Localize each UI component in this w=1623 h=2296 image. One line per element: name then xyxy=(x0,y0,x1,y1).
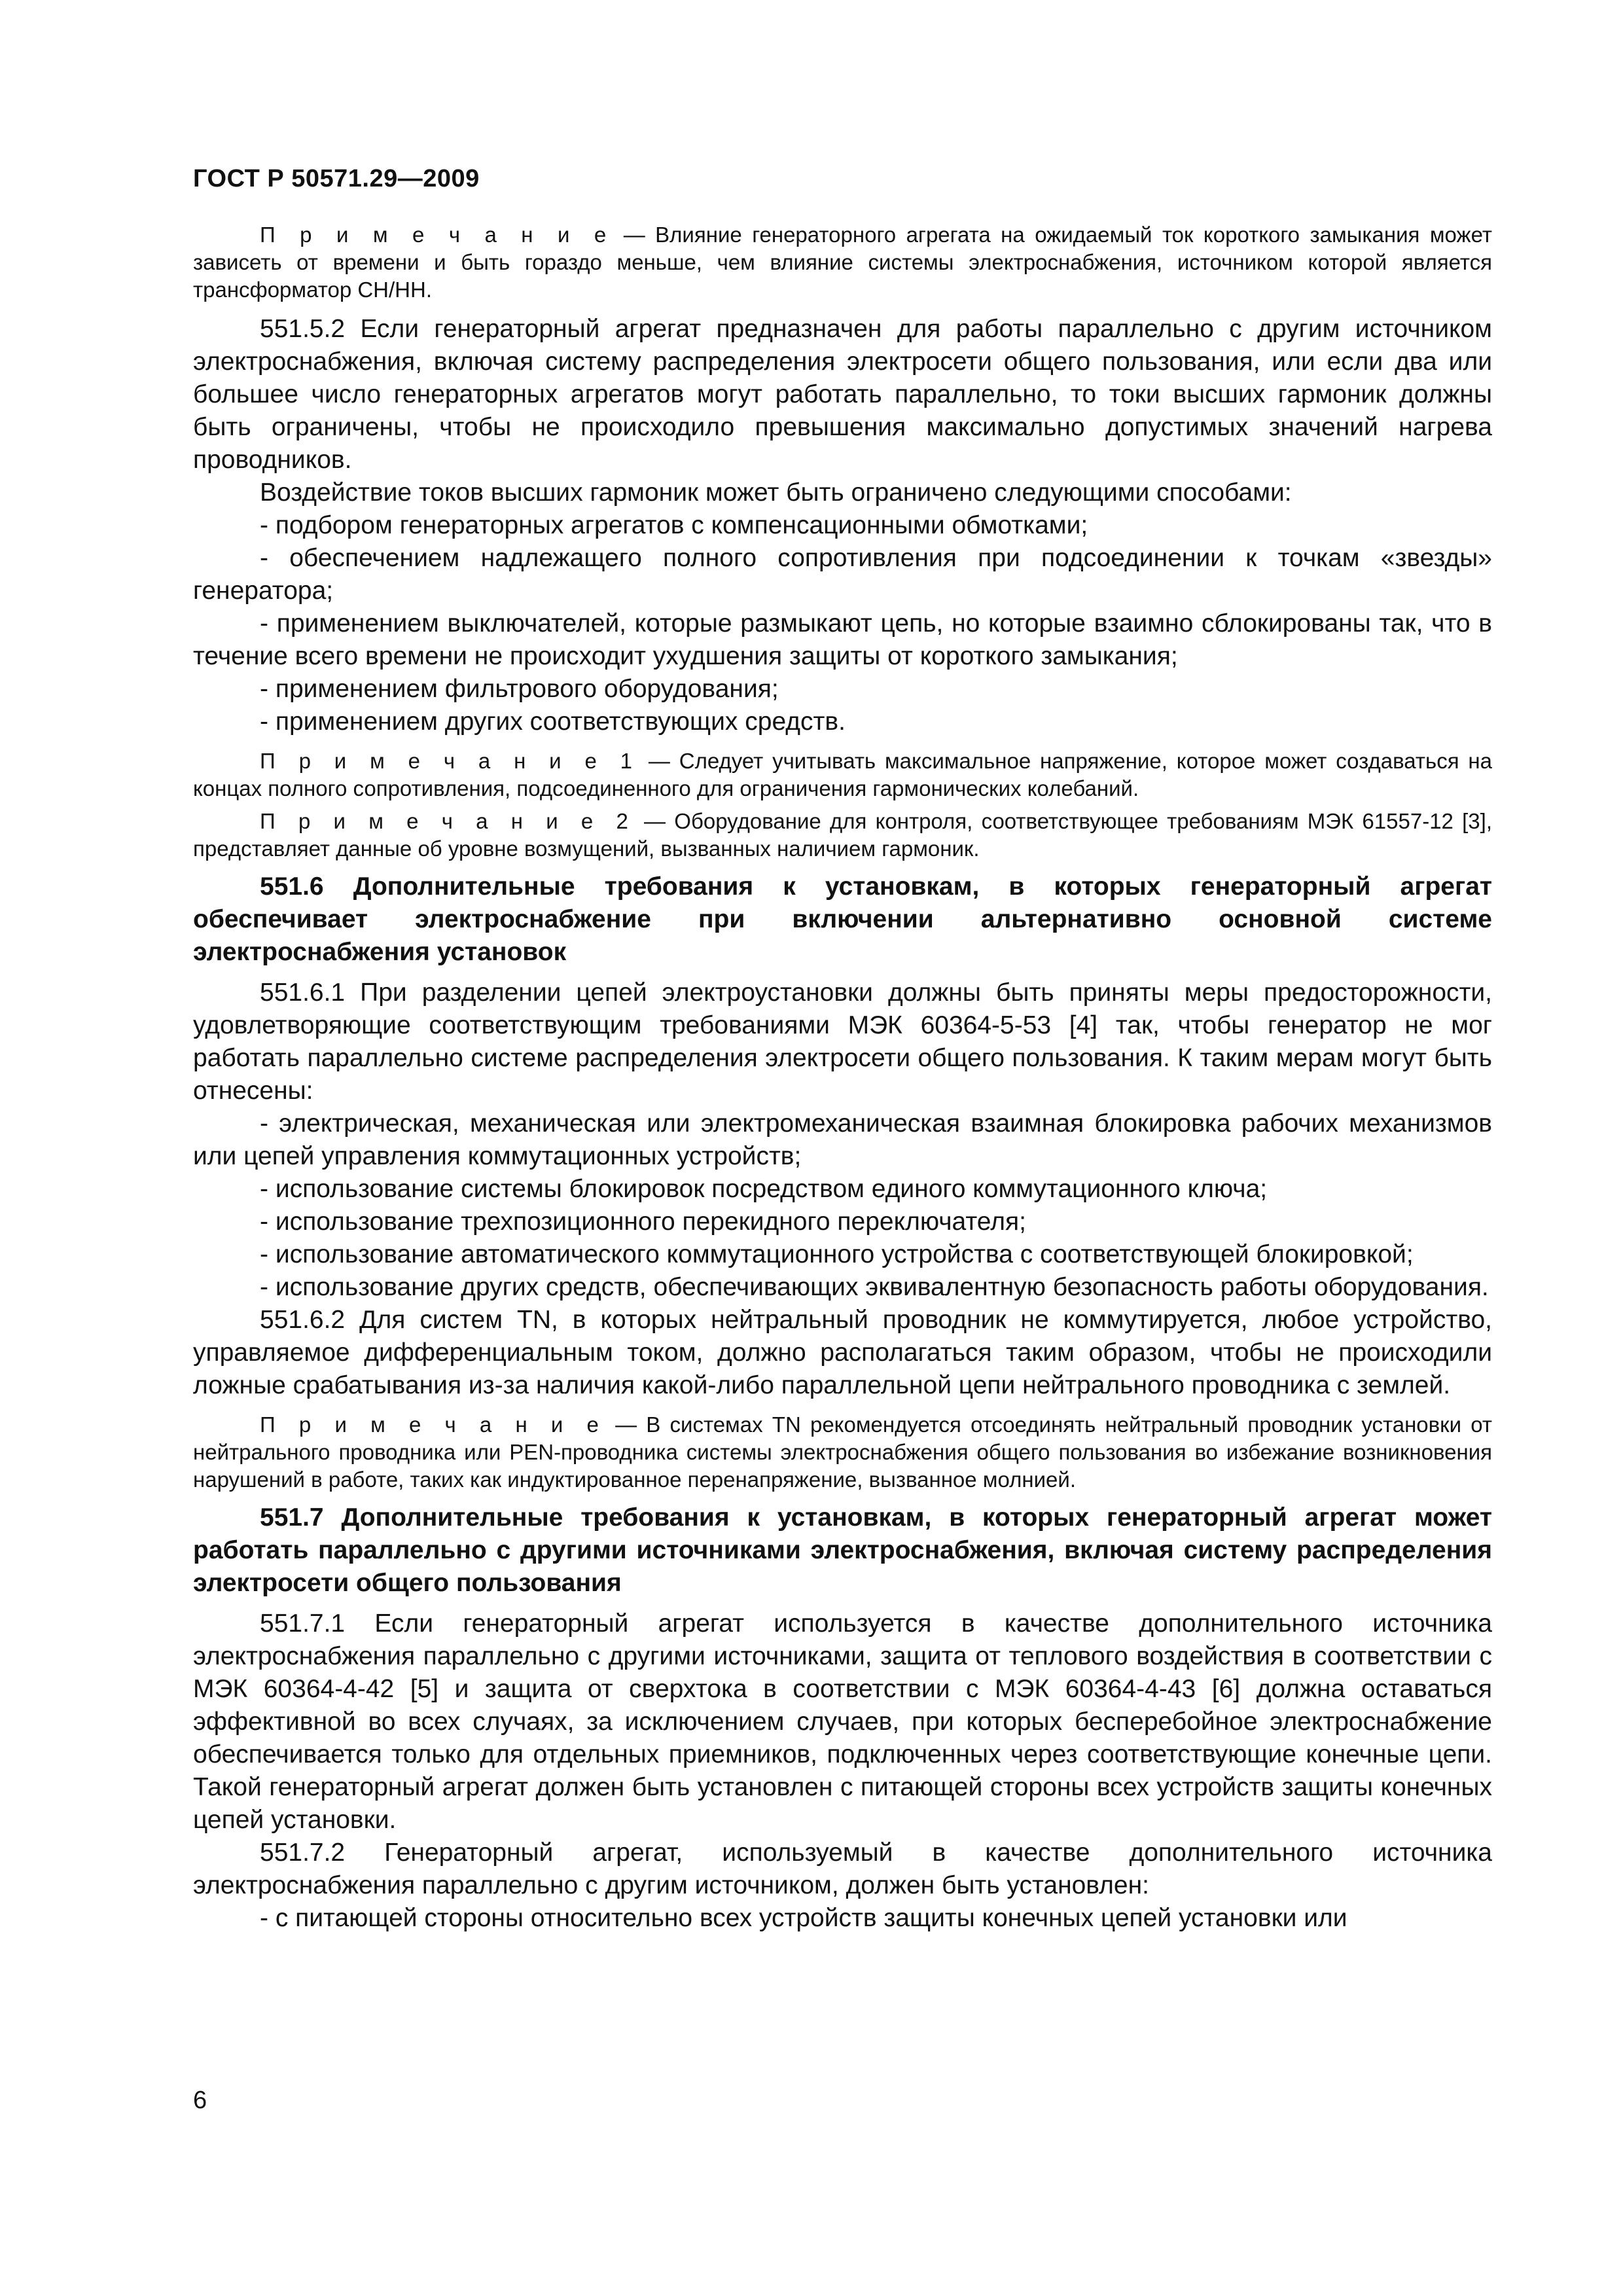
paragraph-551-7-1: 551.7.1 Если генераторный агрегат используется в качестве дополнительного источника электроснабжения параллельно с другими источниками, защита от теплового воздействия в соответствии с МЭК 60364-4-42 [5] и защита от сверхтока в соответствии с МЭК 60364-4-43 [6] должна оставаться эффективной во всех случаях, за исключением случаев, при которых бесперебойное электроснабжение обеспечивается только для отдельных приемников, подключенных через соответствующие конечные цепи. Такой генераторный агрегат должен быть установлен с питающей стороны всех устройств защиты конечных цепей установки. xyxy=(193,1609,1492,1834)
section-heading-551-6: 551.6 Дополнительные требования к установкам, в которых генераторный агрегат обеспечивает электроснабжение при включении альтернативно основной системе электроснабжения установок xyxy=(193,872,1492,966)
list-item: - применением других соответствующих средств. xyxy=(260,708,846,736)
page-content xyxy=(193,216,1492,1935)
note-label: П р и м е ч а н и е xyxy=(260,1412,606,1437)
list-item: - использование трехпозиционного перекидного переключателя; xyxy=(260,1208,1026,1236)
note-text: — В системах TN рекомендуется отсоединять нейтральный проводник установки от нейтрального проводника или PEN-проводника системы электроснабжения общего пользования во избежание возникновения нарушений в работе, таких как индуктированное перенапряжение, вызванное молнией. xyxy=(193,1412,1492,1492)
list-item: - использование системы блокировок посредством единого коммутационного ключа; xyxy=(260,1175,1268,1203)
section-heading-551-7: 551.7 Дополнительные требования к установкам, в которых генераторный агрегат может работать параллельно с другими источниками электроснабжения, включая систему распределения электросети общего пользования xyxy=(193,1503,1492,1597)
note xyxy=(193,1411,1492,1494)
note-label: П р и м е ч а н и е 1 xyxy=(260,749,640,773)
note xyxy=(193,221,1492,304)
page-number: 6 xyxy=(193,2087,207,2114)
paragraph-551-6-2: 551.6.2 Для систем TN, в которых нейтральный проводник не коммутируется, любое устройство, управляемое дифференциальным током, должно располагаться таким образом, чтобы не происходили ложные срабатывания из-за наличия какой-либо параллельной цепи нейтрального проводника с землей. xyxy=(193,1306,1492,1399)
paragraph-551-5-2: 551.5.2 Если генераторный агрегат предназначен для работы параллельно с другим источником электроснабжения, включая систему распределения электросети общего пользования, или если два или большее число генераторных агрегатов могут работать параллельно, то токи высших гармоник должны быть ограничены, чтобы не происходило превышения максимально допустимых значений нагрева проводников. xyxy=(193,315,1492,474)
paragraph-intro: Воздействие токов высших гармоник может быть ограничено следующими способами: xyxy=(260,478,1292,507)
note-text: — Оборудование для контроля, соответствующее требованиям МЭК 61557-12 [3], представляет данные об уровне возмущений, вызванных наличием гармоник. xyxy=(193,809,1492,861)
note-label: П р и м е ч а н и е 2 xyxy=(260,809,635,833)
document-header: ГОСТ Р 50571.29—2009 xyxy=(193,165,480,192)
note-label: П р и м е ч а н и е xyxy=(260,223,614,247)
paragraph-551-6-1: 551.6.1 При разделении цепей электроустановки должны быть приняты меры предосторожности, удовлетворяющие соответствующим требованиями МЭК 60364-5-53 [4] так, чтобы генератор не мог работать параллельно системе распределения электросети общего пользования. К таким мерам могут быть отнесены: xyxy=(193,978,1492,1105)
list-item: - подбором генераторных агрегатов с компенсационными обмотками; xyxy=(260,511,1088,539)
note-text: — Следует учитывать максимальное напряжение, которое может создаваться на концах полного сопротивления, подсоединенного для ограничения гармонических колебаний. xyxy=(193,749,1492,800)
list-item: - использование автоматического коммутационного устройства с соответствующей блокировкой; xyxy=(260,1240,1414,1268)
list-item: - использование других средств, обеспечивающих эквивалентную безопасность работы оборудования. xyxy=(260,1273,1489,1301)
list-item: - применением фильтрового оборудования; xyxy=(260,675,779,703)
note-2 xyxy=(193,808,1492,863)
list-item: - электрическая, механическая или электромеханическая взаимная блокировка рабочих механизмов или цепей управления коммутационных устройств; xyxy=(193,1109,1492,1170)
list-item: - с питающей стороны относительно всех устройств защиты конечных цепей установки или xyxy=(260,1904,1347,1932)
paragraph-551-7-2: 551.7.2 Генераторный агрегат, используемый в качестве дополнительного источника электроснабжения параллельно с другим источником, должен быть установлен: xyxy=(193,1839,1492,1899)
list-item: - обеспечением надлежащего полного сопротивления при подсоединении к точкам «звезды» генератора; xyxy=(193,544,1492,605)
note-1 xyxy=(193,747,1492,802)
list-item: - применением выключателей, которые размыкают цепь, но которые взаимно сблокированы так, что в течение всего времени не происходит ухудшения защиты от короткого замыкания; xyxy=(193,609,1492,670)
note-text: — Влияние генераторного агрегата на ожидаемый ток короткого замыкания может зависеть от времени и быть гораздо меньше, чем влияние системы электроснабжения, источником которой является трансформатор СН/НН. xyxy=(193,223,1492,302)
